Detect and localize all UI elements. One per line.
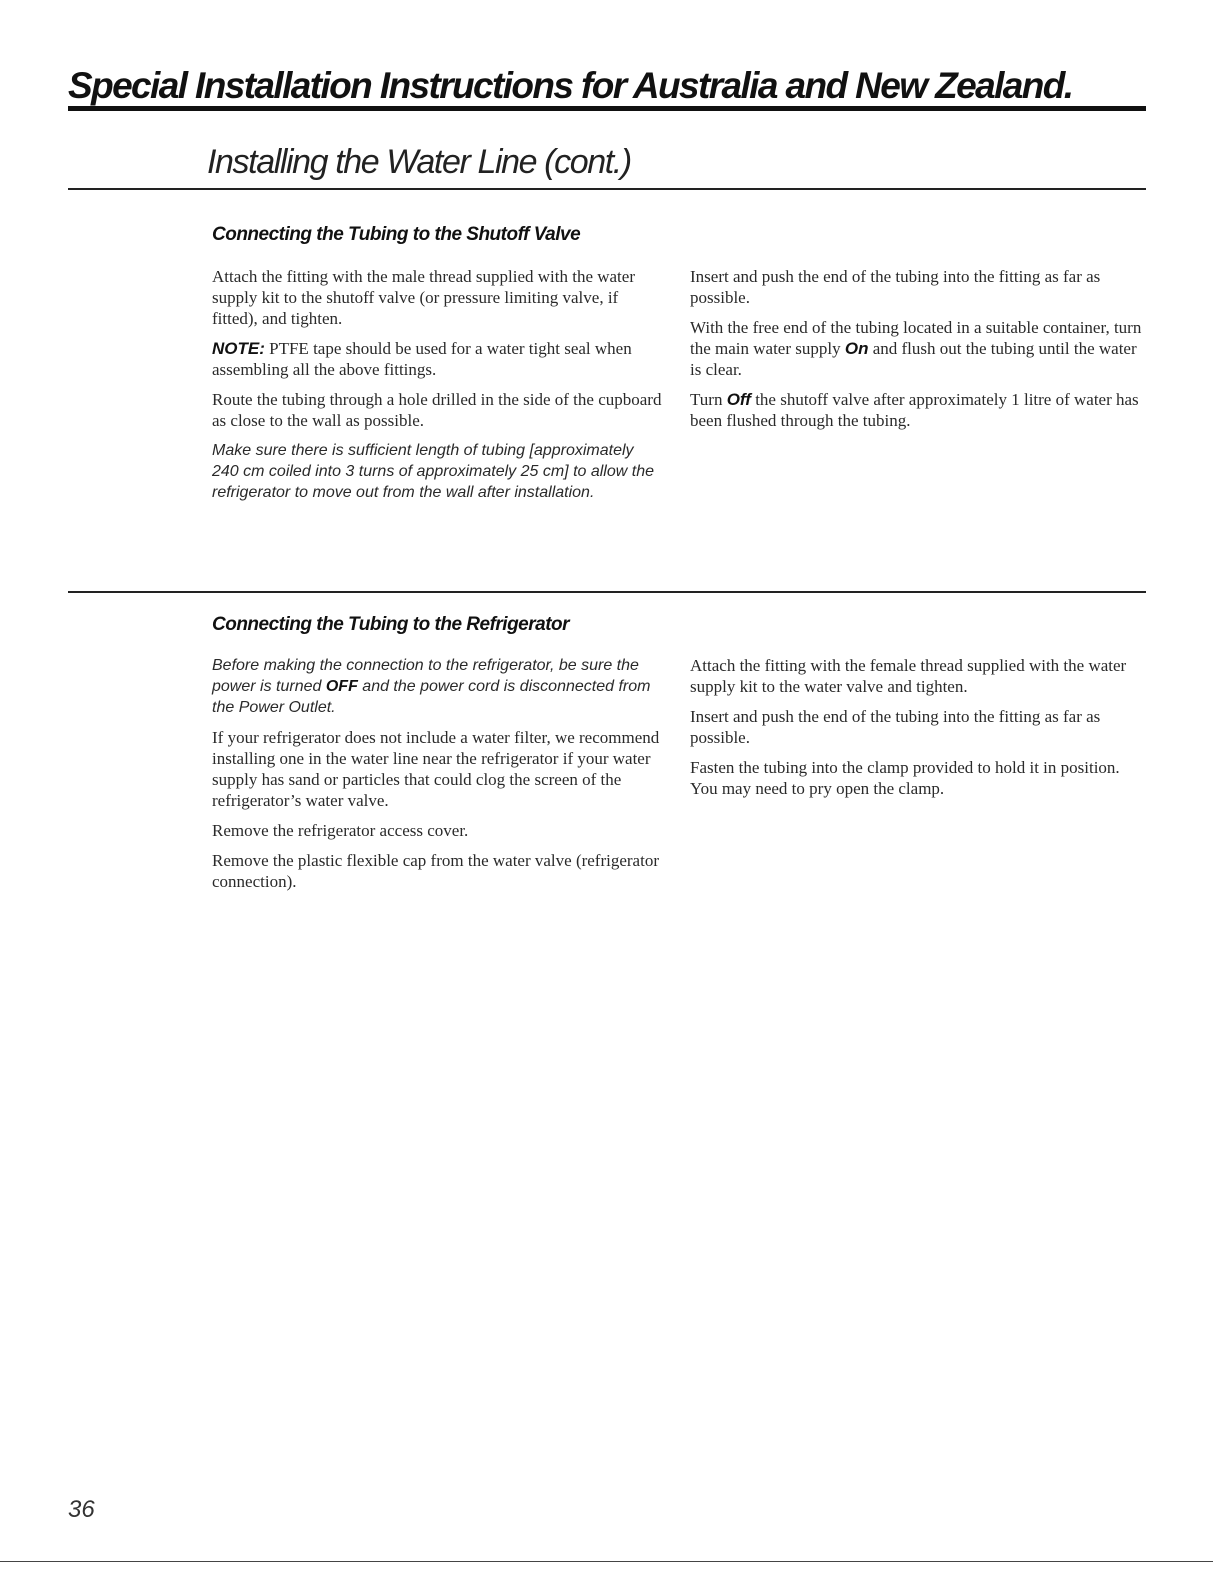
- italic-note: [212, 655, 670, 718]
- paragraph: [690, 317, 1150, 380]
- refrigerator-heading: Connecting the Tubing to the Refrigerator: [212, 614, 570, 635]
- paragraph: Insert and push the end of the tubing into the fitting as far as possible.: [690, 707, 1101, 747]
- refrigerator-right-column: [690, 655, 1150, 808]
- note-text: PTFE tape should be used for a water tight seal when assembling all the above fittings.: [212, 339, 632, 379]
- off-keyword: OFF: [325, 678, 358, 695]
- italic-note: Make sure there is sufficient length of tubing [approximately 240 cm coiled into 3 turns of approximately 25 cm] to allow the refrigerator to move out from the wall after installation.: [212, 442, 654, 501]
- paragraph: Remove the refrigerator access cover.: [212, 821, 469, 840]
- note-label: NOTE:: [212, 339, 265, 358]
- text: and the power cord is disconnected from the Power Outlet.: [212, 678, 651, 716]
- text: the shutoff valve after approximately 1 litre of water has been flushed through the tubing.: [690, 390, 1139, 430]
- on-keyword: On: [844, 339, 869, 358]
- text: With the free end of the tubing located in a suitable container, turn the main water supply: [690, 318, 1142, 358]
- title-rule: [68, 106, 1146, 111]
- paragraph: Route the tubing through a hole drilled in the side of the cupboard as close to the wall as possible.: [212, 390, 662, 430]
- text: Turn: [690, 390, 727, 409]
- paragraph: If your refrigerator does not include a water filter, we recommend installing one in the water line near the refrigerator if your water supply has sand or particles that could clog the screen of the refrigerator’s water valve.: [212, 728, 660, 810]
- text: Before making the connection to the refrigerator, be sure the power is turned: [212, 657, 639, 695]
- bottom-border: [0, 1561, 1213, 1562]
- section-title: Installing the Water Line (cont.): [207, 143, 631, 181]
- section-title-rule: [68, 188, 1146, 190]
- paragraph: Fasten the tubing into the clamp provided to hold it in position. You may need to pry open the clamp.: [690, 758, 1120, 798]
- page-title: Special Installation Instructions for Australia and New Zealand.: [68, 65, 1073, 106]
- text: and flush out the tubing until the water is clear.: [690, 339, 1137, 379]
- paragraph: Remove the plastic flexible cap from the water valve (refrigerator connection).: [212, 851, 659, 891]
- paragraph: Attach the fitting with the male thread supplied with the water supply kit to the shutoff valve (or pressure limiting valve, if fitted), and tighten.: [212, 267, 635, 328]
- section-divider: [68, 591, 1146, 593]
- paragraph: Attach the fitting with the female thread supplied with the water supply kit to the water valve and tighten.: [690, 656, 1127, 696]
- paragraph: Insert and push the end of the tubing into the fitting as far as possible.: [690, 267, 1101, 307]
- off-keyword: Off: [726, 390, 751, 409]
- shutoff-valve-right-column: [690, 266, 1150, 440]
- paragraph: [690, 389, 1150, 431]
- note-paragraph: [212, 338, 662, 380]
- shutoff-valve-heading: Connecting the Tubing to the Shutoff Valve: [212, 224, 581, 245]
- shutoff-valve-left-column: [212, 266, 662, 512]
- page-number: 36: [68, 1496, 95, 1523]
- refrigerator-left-column: [212, 655, 670, 901]
